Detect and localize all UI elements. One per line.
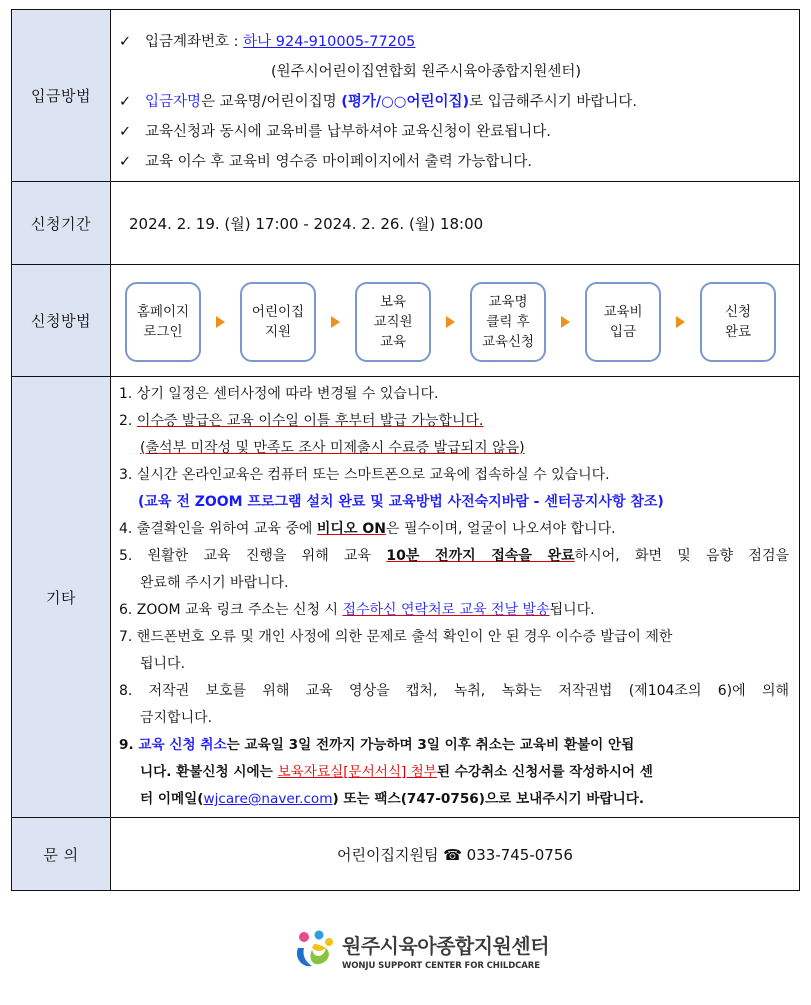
check-icon: ✓ [119,94,132,110]
logo-mark-icon [292,928,336,972]
center-logo [292,928,549,972]
payment-receipt-line: ✓ 교육 이수 후 교육비 영수증 마이페이지에서 출력 가능합니다. [119,147,799,177]
check-icon: ✓ [119,154,132,170]
note-8: 8. 저작권 보호를 위해 교육 영상을 캡처, 녹취, 녹화는 저작권법 (제104조의 6)에 의해 [119,683,789,699]
period-value: 2024. 2. 19. (월) 17:00 - 2024. 2. 26. (월) 18:00 [129,214,484,233]
step-complete: 신청 완료 [700,282,776,362]
note-2: 2. 이수증 발급은 교육 이수일 이틀 후부터 발급 가능합니다. [119,413,484,429]
logo-name-ko: 원주시육아종합지원센터 [342,933,550,958]
check-icon: ✓ [119,34,132,50]
step-login: 홈페이지 로그인 [125,282,201,362]
method-cell [111,265,799,376]
method-row [12,264,799,376]
payment-note-line: ✓ 교육신청과 동시에 교육비를 납부하셔야 교육신청이 완료됩니다. [119,117,799,147]
note-3: 3. 실시간 온라인교육은 컴퓨터 또는 스마트폰으로 교육에 접속하실 수 있습니다. [119,467,610,483]
payment-account-line: ✓ 입금계좌번호 : 하나 924-910005-77205 [119,27,799,57]
notes-row [12,376,799,817]
contact-row [12,817,799,890]
note-4: 4. 출결확인을 위하여 교육 중에 비디오 ON은 필수이며, 얼굴이 나오셔야 합니다. [119,521,616,537]
payment-row [12,10,799,181]
note-7-sub: 됩니다. [140,656,186,672]
payment-cell [111,10,799,181]
note-1: 1. 상기 일정은 센터사정에 따라 변경될 수 있습니다. [119,386,439,402]
note-9-line3: 터 이메일(wjcare@naver.com) 또는 팩스(747-0756)으로 보내주시기 바랍니다. [140,791,645,807]
period-row [12,181,799,264]
payment-holder-line: (원주시어린이집연합회 원주시육아종합지원센터) [271,64,582,80]
step-payment: 교육비 입금 [585,282,661,362]
period-label: 신청기간 [12,182,111,264]
notes-cell [111,377,799,817]
arrow-right-icon [546,316,585,328]
check-icon: ✓ [119,124,132,140]
contact-value: 어린이집지원팀 ☎ 033-745-0756 [337,845,573,864]
email-link[interactable]: wjcare@naver.com [203,791,333,807]
note-3-sub: (교육 전 ZOOM 프로그램 설치 완료 및 교육방법 사전숙지바람 - 센터공지사항 참조) [138,494,664,510]
info-table [11,9,800,891]
note-7: 7. 핸드폰번호 오류 및 개인 사정에 의한 문제로 출석 확인이 안 된 경우 이수증 발급이 제한 [119,629,673,645]
step-daycare-support: 어린이집 지원 [240,282,316,362]
period-cell [111,182,799,264]
account-number-link[interactable]: 하나 924-910005-77205 [243,34,416,50]
note-2-sub: (출석부 미작성 및 만족도 조사 미제출시 수료증 발급되지 않음) [140,440,525,456]
arrow-right-icon [201,316,240,328]
arrow-right-icon [431,316,470,328]
method-label: 신청방법 [12,265,111,376]
note-9-line2: 니다. 환불신청 시에는 보육자료실[문서서식] 첨부된 수강취소 신청서를 작성하시어 센 [140,764,653,780]
payment-label: 입금방법 [12,10,111,181]
step-apply: 교육명 클릭 후 교육신청 [470,282,546,362]
note-6: 6. ZOOM 교육 링크 주소는 신청 시 접수하신 연락처로 교육 전날 발송됩니다. [119,602,595,618]
logo-name-en: WONJU SUPPORT CENTER FOR CHILDCARE [342,960,540,971]
arrow-right-icon [316,316,355,328]
payment-name-line: ✓ 입금자명은 교육명/어린이집명 (평가/○○어린이집)로 입금해주시기 바랍니다. [119,87,799,117]
contact-label: 문 의 [12,818,111,890]
note-9: 9. 교육 신청 취소는 교육일 3일 전까지 가능하며 3일 이후 취소는 교육비 환불이 안됩 [119,737,635,753]
note-5-sub: 완료해 주시기 바랍니다. [140,575,289,591]
step-staff-education: 보육 교직원 교육 [355,282,431,362]
note-5: 5. 원활한 교육 진행을 위해 교육 10분 전까지 접속을 완료하시어, 화면 및 음향 점검을 [119,548,789,564]
arrow-right-icon [661,316,700,328]
notes-label: 기타 [12,377,111,817]
note-8-sub: 금지합니다. [140,710,213,726]
contact-cell [111,818,799,890]
method-flow [125,282,776,362]
